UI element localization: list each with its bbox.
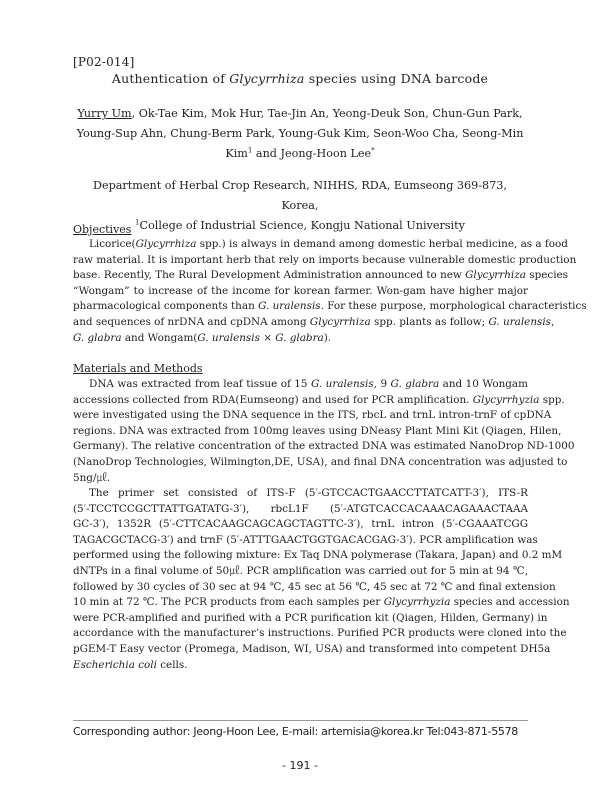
methods-paragraph-1: DNA was extracted from leaf tissue of 15 G. uralensis, 9 G. glabra and 10 Wongam accessions collected from RDA(Eumseong) and used for PCR amplification. Glycyrrhyzia spp. were investigated using the DNA sequence in the ITS, rbcL and trnL intron-trnF of cpDNA regions. DNA was extracted from 100mg leaves using DNeasy Plant Mini Kit (Qiagen, Hilen, Germany). The relative concentration of the extracted DNA was estimated NanoDrop ND-1000 (NanoDrop Technologies, Wilmington,DE, USA), and final DNA concentration was adjusted to 5ng/㎕. bbox=[73, 378, 575, 484]
page-number: - 191 - bbox=[282, 759, 318, 772]
abstract-code: [P02-014] bbox=[73, 55, 135, 69]
presenting-author: Yurry Um bbox=[77, 107, 132, 120]
corresponding-author: Corresponding author: Jeong-Hoon Lee, E-mail: artemisia@korea.kr Tel:043-871-5578 bbox=[73, 725, 519, 738]
abstract-title: Authentication of Glycyrrhiza species using DNA barcode bbox=[111, 71, 489, 86]
methods-paragraph-2: The primer set consisted of ITS-F (5′-GTCCACTGAACCTTATCATT-3′), ITS-R (5′-TCCTCCGCTTATTGATATG-3′), rbcL1F (5′-ATGTCACCACAAACAGAAACTAAA GC-3′), 1352R (5′-CTTCACAAGCAGCAGCTAGTTC-3′), trnL intron (5′-CGAAATCGG TAGACGCTACG-3′) and trnF (5′-ATTTGAACTGGTGACACGAG-3′). PCR amplification was performed using the following mixture: Ex Taq DNA polymerase (Takara, Japan) and 0.2 mM dNTPs in a final volume of 50㎕. PCR amplification was carried out for 5 min at 94 ℃, followed by 30 cycles of 30 sec at 94 ℃, 45 sec at 56 ℃, 45 sec at 72 ℃ and final extension 10 min at 72 ℃. The PCR products from each samples per Glycyrrhyzia species and accession were PCR-amplified and purified with a PCR purification kit (Qiagen, Hilden, Germany) in accordance with the manufacturer’s instructions. Purified PCR products were cloned into the pGEM-T Easy vector (Promega, Madison, WI, USA) and transformed into competent DH5a Escherichia coli cells. bbox=[73, 487, 570, 671]
objectives-paragraph: Licorice(Glycyrrhiza spp.) is always in demand among domestic herbal medicine, as a food raw material. It is important herb that rely on imports because vulnerable domestic production base. Recently, The Rural Development Administration announced to new Glycyrrhiza species “Wongam” to increase of the income for korean farmer. Won-gam have higher major pharmacological components than G. uralensis. For these purpose, morphological characteristics and sequences of nrDNA and cpDNA among Glycyrrhiza spp. plants as follow; G. uralensis, G. glabra and Wongam(G. uralensis × G. glabra). bbox=[73, 238, 587, 344]
affiliations: Department of Herbal Crop Research, NIHHS, RDA, Eumseong 369-873, Korea, $^1$College of Industrial Science, Kongju National University bbox=[93, 179, 507, 232]
methods-heading: Materials and Methods bbox=[73, 362, 203, 375]
objectives-heading: Objectives bbox=[73, 223, 132, 236]
author-list: Yurry Um, Ok-Tae Kim, Mok Hur, Tae-Jin An, Yeong-Deuk Son, Chun-Gun Park, Young-Sup Ahn, Chung-Berm Park, Young-Guk Kim, Seon-Woo Cha, Seong-Min Kim$^1$ and Jeong-Hoon Lee* bbox=[76, 107, 524, 160]
footer-divider bbox=[73, 720, 528, 721]
